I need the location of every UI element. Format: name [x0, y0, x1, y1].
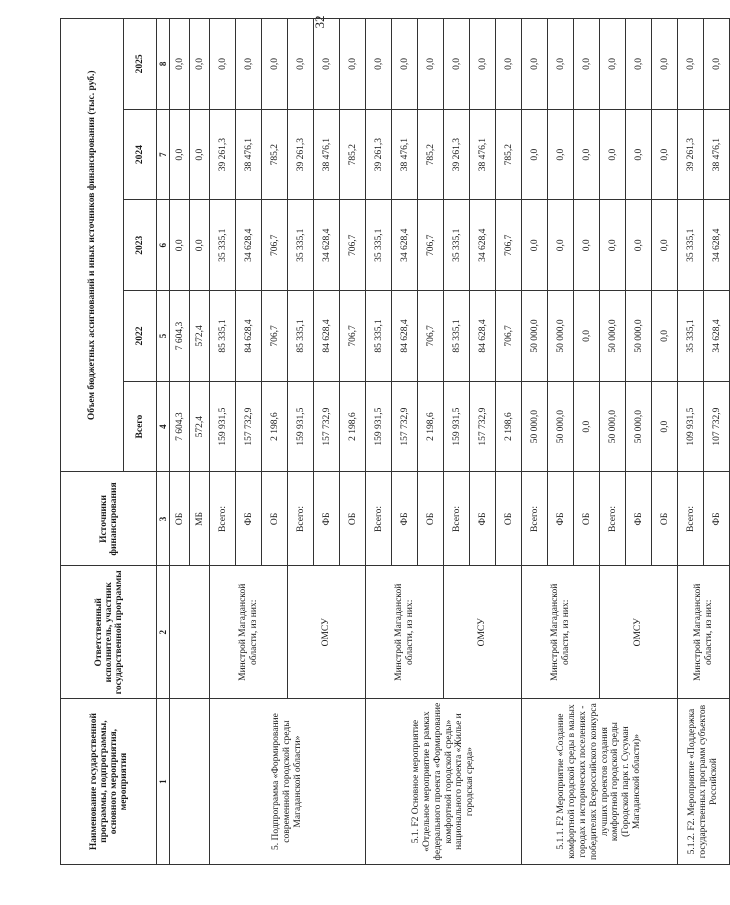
- program-name-cell: 5.1.2. F2. Мероприятие «Поддержка государственных программ субъектов Российской: [678, 699, 730, 865]
- header-year-2025: 2025: [124, 19, 157, 110]
- year-2025-cell: 0,0: [470, 19, 496, 110]
- header-year-2024: 2024: [124, 109, 157, 200]
- year-2023-cell: 34 628,4: [392, 200, 418, 291]
- year-2023-cell: 0,0: [600, 200, 626, 291]
- financing-table: [60, 18, 730, 865]
- source-cell: ФБ: [314, 472, 340, 566]
- year-2022-cell: 706,7: [496, 291, 522, 382]
- col-number: 6: [157, 200, 170, 291]
- year-2023-cell: 34 628,4: [314, 200, 340, 291]
- year-2022-cell: 572,4: [190, 291, 210, 382]
- total-cell: 159 931,5: [366, 381, 392, 472]
- source-cell: Всего:: [600, 472, 626, 566]
- total-cell: 2 198,6: [496, 381, 522, 472]
- source-cell: ОБ: [496, 472, 522, 566]
- total-cell: 7 604,3: [170, 381, 190, 472]
- year-2024-cell: 39 261,3: [444, 109, 470, 200]
- source-cell: Всего:: [366, 472, 392, 566]
- year-2024-cell: 0,0: [170, 109, 190, 200]
- year-2022-cell: 34 628,4: [704, 291, 730, 382]
- year-2024-cell: 0,0: [652, 109, 678, 200]
- year-2024-cell: 39 261,3: [288, 109, 314, 200]
- header-year-2023: 2023: [124, 200, 157, 291]
- year-2022-cell: 85 335,1: [444, 291, 470, 382]
- year-2025-cell: 0,0: [170, 19, 190, 110]
- year-2025-cell: 0,0: [288, 19, 314, 110]
- executor-cell: Минстрой Магаданской области, из них:: [210, 566, 288, 699]
- year-2022-cell: 0,0: [574, 291, 600, 382]
- year-2025-cell: 0,0: [574, 19, 600, 110]
- source-cell: ОБ: [574, 472, 600, 566]
- source-cell: ОБ: [652, 472, 678, 566]
- year-2023-cell: 34 628,4: [236, 200, 262, 291]
- year-2025-cell: 0,0: [548, 19, 574, 110]
- source-cell: Всего:: [522, 472, 548, 566]
- year-2023-cell: 706,7: [418, 200, 444, 291]
- year-2023-cell: 0,0: [522, 200, 548, 291]
- year-2024-cell: 0,0: [574, 109, 600, 200]
- year-2024-cell: 38 476,1: [314, 109, 340, 200]
- source-cell: ФБ: [626, 472, 652, 566]
- total-cell: 159 931,5: [210, 381, 236, 472]
- year-2022-cell: 706,7: [262, 291, 288, 382]
- year-2025-cell: 0,0: [236, 19, 262, 110]
- source-cell: ФБ: [704, 472, 730, 566]
- year-2024-cell: 0,0: [626, 109, 652, 200]
- executor-cell: Минстрой Магаданской области, из них:: [678, 566, 730, 699]
- source-cell: ОБ: [262, 472, 288, 566]
- total-cell: 572,4: [190, 381, 210, 472]
- year-2023-cell: 35 335,1: [288, 200, 314, 291]
- header-executor: Ответственный исполнитель, участник государственной программы: [61, 566, 157, 699]
- total-cell: 157 732,9: [314, 381, 340, 472]
- total-cell: 157 732,9: [236, 381, 262, 472]
- program-name-cell: 5.1. F2 Основное мероприятие «Отдельное мероприятие в рамках федерального проекта «Формирование комфортной городской среды» национального проекта «Жилье и городская среда»: [366, 699, 522, 865]
- year-2024-cell: 38 476,1: [470, 109, 496, 200]
- total-cell: 157 732,9: [470, 381, 496, 472]
- year-2022-cell: 50 000,0: [522, 291, 548, 382]
- year-2025-cell: 0,0: [704, 19, 730, 110]
- source-cell: ФБ: [236, 472, 262, 566]
- header-total: Всего: [124, 381, 157, 472]
- year-2023-cell: 34 628,4: [470, 200, 496, 291]
- year-2025-cell: 0,0: [626, 19, 652, 110]
- year-2022-cell: 84 628,4: [470, 291, 496, 382]
- table-row: [210, 19, 236, 865]
- year-2022-cell: 85 335,1: [366, 291, 392, 382]
- year-2024-cell: 0,0: [600, 109, 626, 200]
- year-2025-cell: 0,0: [678, 19, 704, 110]
- year-2024-cell: 785,2: [262, 109, 288, 200]
- source-cell: ФБ: [392, 472, 418, 566]
- total-cell: 2 198,6: [262, 381, 288, 472]
- year-2023-cell: 0,0: [548, 200, 574, 291]
- year-2022-cell: 84 628,4: [314, 291, 340, 382]
- year-2025-cell: 0,0: [190, 19, 210, 110]
- col-number: 1: [157, 699, 170, 865]
- year-2024-cell: 785,2: [418, 109, 444, 200]
- col-number: 4: [157, 381, 170, 472]
- year-2023-cell: 35 335,1: [444, 200, 470, 291]
- year-2025-cell: 0,0: [210, 19, 236, 110]
- year-2025-cell: 0,0: [444, 19, 470, 110]
- year-2023-cell: 0,0: [574, 200, 600, 291]
- col-number: 7: [157, 109, 170, 200]
- program-name-cell: [170, 699, 210, 865]
- year-2022-cell: 50 000,0: [600, 291, 626, 382]
- year-2023-cell: 0,0: [170, 200, 190, 291]
- year-2023-cell: 35 335,1: [366, 200, 392, 291]
- year-2025-cell: 0,0: [522, 19, 548, 110]
- source-cell: ФБ: [548, 472, 574, 566]
- year-2023-cell: 706,7: [340, 200, 366, 291]
- executor-cell: ОМСУ: [600, 566, 678, 699]
- source-cell: ФБ: [470, 472, 496, 566]
- column-numbers-row: [157, 19, 170, 865]
- year-2023-cell: 0,0: [190, 200, 210, 291]
- year-2025-cell: 0,0: [652, 19, 678, 110]
- header-source: Источники финансирования: [61, 472, 157, 566]
- year-2023-cell: 0,0: [652, 200, 678, 291]
- year-2022-cell: 706,7: [418, 291, 444, 382]
- source-cell: Всего:: [678, 472, 704, 566]
- executor-cell: ОМСУ: [444, 566, 522, 699]
- year-2022-cell: 0,0: [652, 291, 678, 382]
- year-2022-cell: 84 628,4: [236, 291, 262, 382]
- year-2022-cell: 50 000,0: [548, 291, 574, 382]
- total-cell: 0,0: [652, 381, 678, 472]
- year-2025-cell: 0,0: [496, 19, 522, 110]
- year-2024-cell: 39 261,3: [210, 109, 236, 200]
- year-2025-cell: 0,0: [366, 19, 392, 110]
- year-2024-cell: 785,2: [496, 109, 522, 200]
- year-2022-cell: 35 335,1: [678, 291, 704, 382]
- year-2023-cell: 35 335,1: [678, 200, 704, 291]
- table-row: [678, 19, 704, 865]
- total-cell: 50 000,0: [600, 381, 626, 472]
- total-cell: 157 732,9: [392, 381, 418, 472]
- total-cell: 50 000,0: [522, 381, 548, 472]
- year-2022-cell: 84 628,4: [392, 291, 418, 382]
- year-2024-cell: 39 261,3: [678, 109, 704, 200]
- program-name-cell: 5.1.1. F2 Мероприятие «Создание комфортной городской среды в малых городах и исторических поселениях - победителях Всероссийского конкурса лучших проектов создания комфортной городской среды (Городской парк г. Сусуман Магаданской области)»: [522, 699, 678, 865]
- total-cell: 50 000,0: [548, 381, 574, 472]
- year-2024-cell: 0,0: [548, 109, 574, 200]
- year-2024-cell: 0,0: [190, 109, 210, 200]
- source-cell: Всего:: [288, 472, 314, 566]
- year-2025-cell: 0,0: [392, 19, 418, 110]
- year-2023-cell: 706,7: [262, 200, 288, 291]
- year-2024-cell: 38 476,1: [236, 109, 262, 200]
- program-name-cell: 5. Подпрограмма «Формирование современной городской среды Магаданской области»: [210, 699, 366, 865]
- total-cell: 0,0: [574, 381, 600, 472]
- source-cell: Всего:: [210, 472, 236, 566]
- year-2024-cell: 38 476,1: [704, 109, 730, 200]
- source-cell: ОБ: [340, 472, 366, 566]
- year-2022-cell: 85 335,1: [288, 291, 314, 382]
- source-cell: МБ: [190, 472, 210, 566]
- year-2025-cell: 0,0: [600, 19, 626, 110]
- year-2025-cell: 0,0: [314, 19, 340, 110]
- executor-cell: Минстрой Магаданской области, из них:: [366, 566, 444, 699]
- year-2022-cell: 7 604,3: [170, 291, 190, 382]
- year-2022-cell: 85 335,1: [210, 291, 236, 382]
- col-number: 5: [157, 291, 170, 382]
- header-volume: Объем бюджетных ассигнований и иных источников финансирования (тыс. руб.): [61, 19, 124, 472]
- header-year-2022: 2022: [124, 291, 157, 382]
- page-number: 32: [312, 15, 327, 29]
- year-2023-cell: 34 628,4: [704, 200, 730, 291]
- col-number: 3: [157, 472, 170, 566]
- executor-cell: ОМСУ: [288, 566, 366, 699]
- year-2023-cell: 35 335,1: [210, 200, 236, 291]
- total-cell: 159 931,5: [444, 381, 470, 472]
- rotated-table-wrapper: [60, 18, 722, 865]
- year-2023-cell: 706,7: [496, 200, 522, 291]
- col-number: 2: [157, 566, 170, 699]
- source-cell: ОБ: [418, 472, 444, 566]
- table-row: [522, 19, 548, 865]
- executor-cell: [170, 566, 210, 699]
- table-row: [366, 19, 392, 865]
- year-2024-cell: 38 476,1: [392, 109, 418, 200]
- year-2023-cell: 0,0: [626, 200, 652, 291]
- year-2022-cell: 706,7: [340, 291, 366, 382]
- year-2024-cell: 785,2: [340, 109, 366, 200]
- source-cell: Всего:: [444, 472, 470, 566]
- year-2024-cell: 39 261,3: [366, 109, 392, 200]
- source-cell: ОБ: [170, 472, 190, 566]
- table-body: [170, 19, 730, 865]
- col-number: 8: [157, 19, 170, 110]
- header-name: Наименование государственной программы, подпрограммы, основного мероприятия, мероприятия: [61, 699, 157, 865]
- executor-cell: Минстрой Магаданской области, из них:: [522, 566, 600, 699]
- total-cell: 109 931,5: [678, 381, 704, 472]
- year-2024-cell: 0,0: [522, 109, 548, 200]
- total-cell: 50 000,0: [626, 381, 652, 472]
- total-cell: 107 732,9: [704, 381, 730, 472]
- total-cell: 2 198,6: [340, 381, 366, 472]
- year-2022-cell: 50 000,0: [626, 291, 652, 382]
- year-2025-cell: 0,0: [262, 19, 288, 110]
- total-cell: 159 931,5: [288, 381, 314, 472]
- year-2025-cell: 0,0: [340, 19, 366, 110]
- total-cell: 2 198,6: [418, 381, 444, 472]
- table-row: [170, 19, 190, 865]
- year-2025-cell: 0,0: [418, 19, 444, 110]
